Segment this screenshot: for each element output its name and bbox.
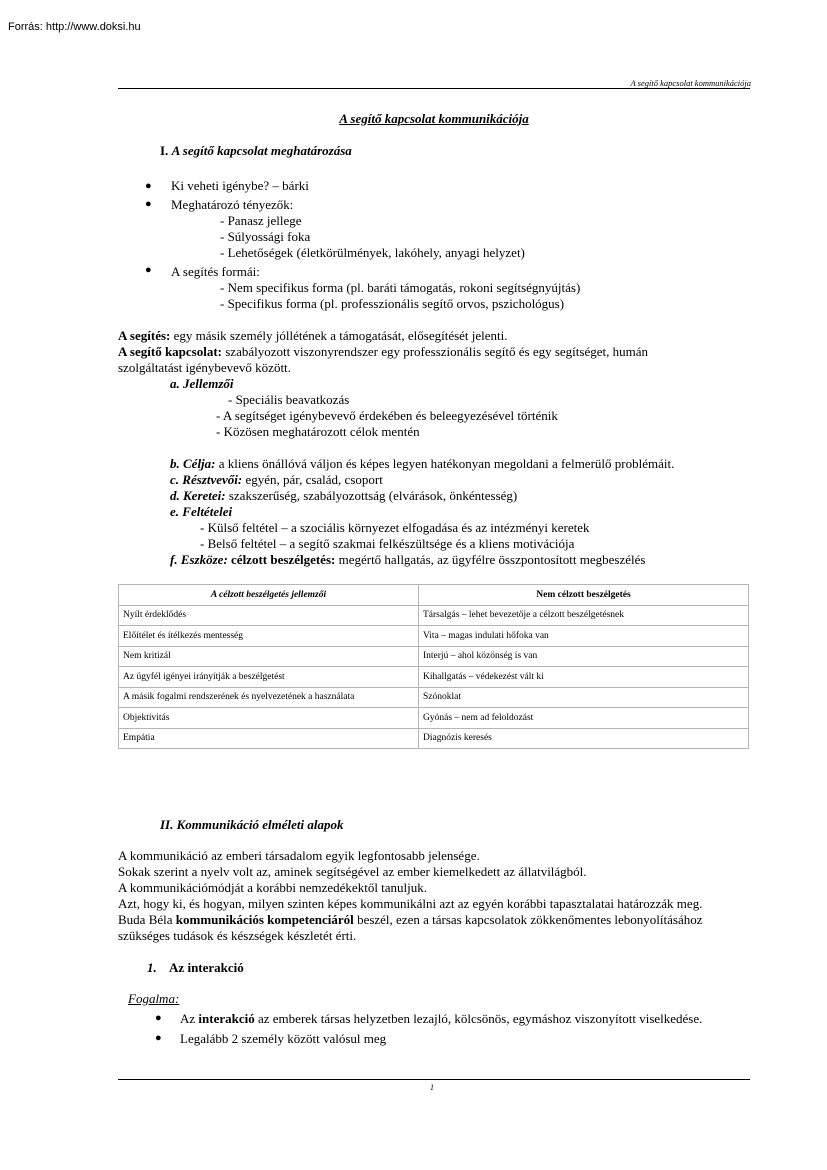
comparison-table [118,584,749,749]
bullet-dot-icon: ● [155,1012,162,1024]
table-cell: Kihallgatás – védekezést vált ki [419,667,749,688]
paragraph-line: Sokak szerint a nyelv volt az, aminek segítségével az ember kiemelkedett az állatvilágból. [118,864,587,879]
eszkoze-line: f. Eszköze: célzott beszélgetés: megértő hallgatás, az ügyfélre összpontosított megbeszélés [170,552,646,567]
keretei-line: d. Keretei: szakszerűség, szabályozottság (elvárások, önkéntesség) [170,488,518,503]
celja-line: b. Célja: a kliens önállóvá váljon és képes legyen hatékonyan megoldani a felmerülő problémáit. [170,456,675,471]
table-cell: Vita – magas indulati hőfoka van [419,626,749,647]
list-item: Legalább 2 személy között valósul meg [180,1031,387,1046]
bullet-dot-icon: ● [145,264,152,276]
definition-segites: A segítés: egy másik személy jóllétének a támogatását, elősegítését jelenti. [118,328,508,343]
table-cell: Szónoklat [419,687,749,708]
list-subitem: - Súlyossági foka [220,229,311,244]
list-subitem: - Panasz jellege [220,213,302,228]
table-cell: Empátia [119,728,419,749]
section-1-title: A segítő kapcsolat meghatározása [171,143,352,158]
list-subitem: - A segítséget igénybevevő érdekében és beleegyezésével történik [216,408,558,423]
source-url: Forrás: http://www.doksi.hu [8,21,141,33]
list-item: Az interakció az emberek társas helyzetben lezajló, kölcsönös, egymáshoz viszonyított viselkedése. [180,1011,703,1026]
bullet-dot-icon: ● [145,198,152,210]
paragraph-line: A kommunikáció az emberi társadalom egyik legfontosabb jelensége. [118,848,480,863]
list-item: Meghatározó tényezők: [171,197,294,212]
feltetelei-heading: e. Feltételei [170,504,233,519]
table-row [119,687,749,708]
subsection-heading [147,960,244,976]
table-row [119,728,749,749]
column-header: A célzott beszélgetés jellemzői [119,585,419,606]
footer-rule [118,1079,750,1080]
table-row [119,646,749,667]
table-cell: Gyónás – nem ad feloldozást [419,708,749,729]
page-number: 1 [430,1083,434,1092]
running-header: A segítő kapcsolat kommunikációja [630,78,751,88]
table-row [119,626,749,647]
list-subitem: - Speciális beavatkozás [228,392,350,407]
table-cell: Nyílt érdeklődés [119,605,419,626]
table-header-row [119,585,749,606]
header-rule [118,88,750,89]
table-cell: Interjú – ahol közönség is van [419,646,749,667]
subsection-number: 1. [147,960,157,975]
table-cell: Az ügyfél igényei irányítják a beszélgetést [119,667,419,688]
table-row [119,708,749,729]
table-cell: Nem kritizál [119,646,419,667]
fogalma-label: Fogalma: [128,991,180,1006]
section-1-heading [160,143,352,159]
column-header: Nem célzott beszélgetés [419,585,749,606]
list-subitem: - Lehetőségek (életkörülmények, lakóhely, anyagi helyzet) [220,245,525,260]
list-item: Ki veheti igénybe? – bárki [171,178,309,193]
list-subitem: - Közösen meghatározott célok mentén [216,424,420,439]
table-row [119,667,749,688]
section-1-number: I. [160,143,169,158]
list-item: A segítés formái: [171,264,260,279]
definition-kapcsolat-cont: szolgáltatást igénybevevő között. [118,360,291,375]
resztvevoi-line: c. Résztvevői: egyén, pár, család, csoport [170,472,383,487]
paragraph-line: szükséges tudások és készségek készletét érti. [118,928,357,943]
table-cell: Társalgás – lehet bevezetője a célzott beszélgetésnek [419,605,749,626]
table-cell: A másik fogalmi rendszerének és nyelvezetének a használata [119,687,419,708]
bullet-dot-icon: ● [155,1032,162,1044]
jellemzoi-heading: a. Jellemzői [170,376,234,391]
definition-kapcsolat: A segítő kapcsolat: szabályozott viszonyrendszer egy professzionális segítő és egy segítséget, humán [118,344,648,359]
list-subitem: - Specifikus forma (pl. professzionális segítő orvos, pszichológus) [220,296,565,311]
list-subitem: - Nem specifikus forma (pl. baráti támogatás, rokoni segítségnyújtás) [220,280,581,295]
table-cell: Előítélet és ítélkezés mentesség [119,626,419,647]
list-subitem: - Külső feltétel – a szociális környezet elfogadása és az intézményi keretek [200,520,590,535]
table-row [119,605,749,626]
bullet-dot-icon: ● [145,180,152,192]
list-subitem: - Belső feltétel – a segítő szakmai felkészültsége és a kliens motivációja [200,536,575,551]
paragraph-line: A kommunikációmódját a korábbi nemzedékektől tanuljuk. [118,880,428,895]
table-cell: Objektivitás [119,708,419,729]
section-2-heading: II. Kommunikáció elméleti alapok [160,817,344,832]
table-cell: Diagnózis keresés [419,728,749,749]
paragraph-line: Buda Béla kommunikációs kompetenciáról beszél, ezen a társas kapcsolatok zökkenőmentes lebonyolításához [118,912,703,927]
subsection-title: Az interakció [169,960,244,975]
paragraph-line: Azt, hogy ki, és hogyan, milyen szinten képes kommunikálni azt az egyén korábbi tapasztalatai határozzák meg. [118,896,703,911]
document-title: A segítő kapcsolat kommunikációja [339,111,529,126]
